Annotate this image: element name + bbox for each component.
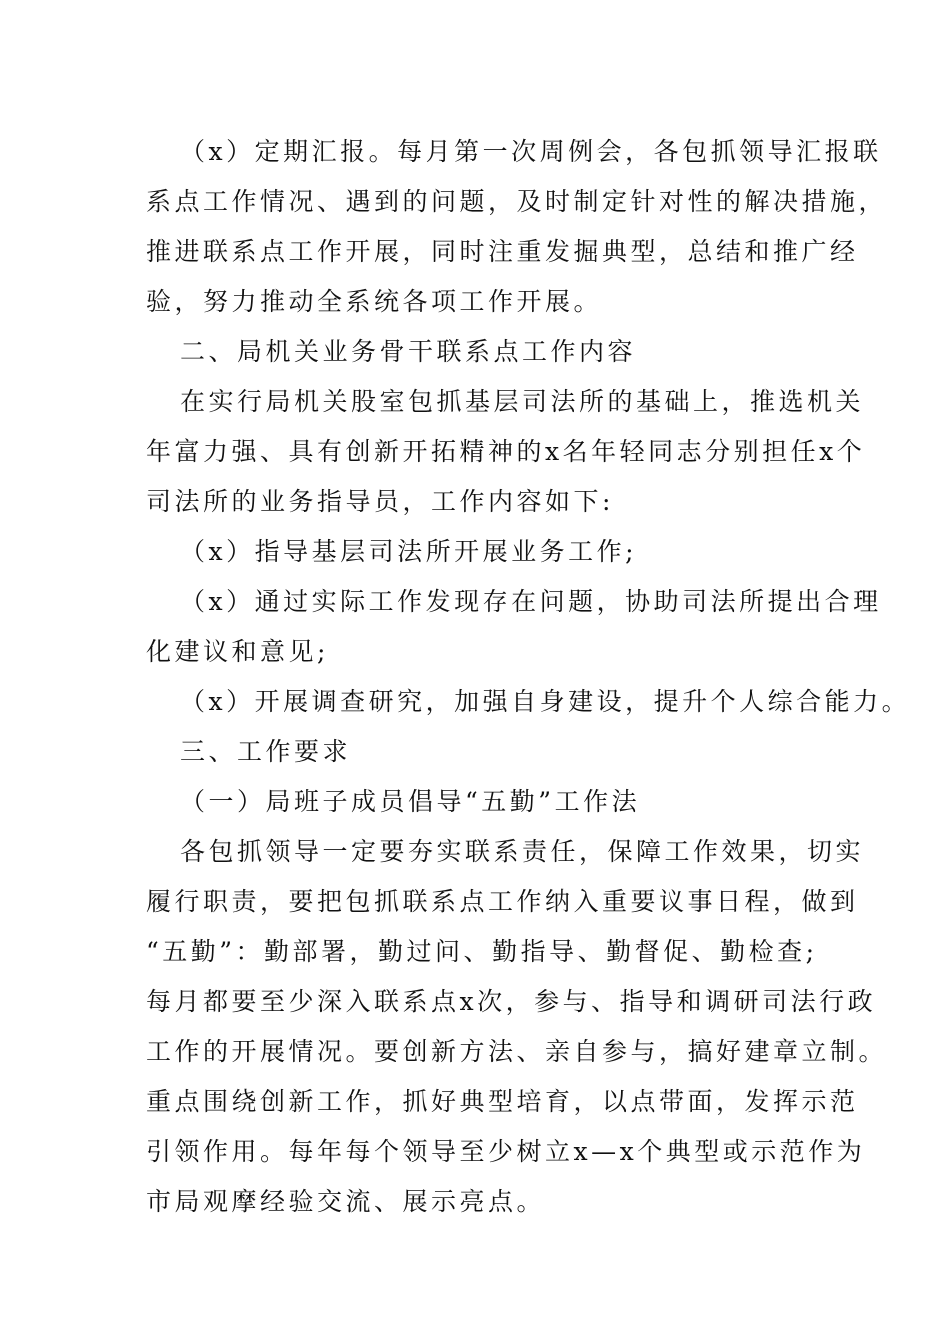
paragraph-line-2: 系点工作情况、遇到的问题，及时制定针对性的解决措施， xyxy=(146,187,888,216)
paragraph-line-22: 市局观摩经验交流、展示亮点。 xyxy=(146,1187,546,1216)
paragraph-line-7: 年富力强、具有创新开拓精神的x名年轻同志分别担任x个 xyxy=(146,437,866,466)
paragraph-line-18: 每月都要至少深入联系点x次，参与、指导和调研司法行政 xyxy=(146,987,877,1016)
section-heading-2: 二、局机关业务骨干联系点工作内容 xyxy=(180,337,637,366)
list-item-1: （x）指导基层司法所开展业务工作; xyxy=(180,537,638,566)
section-heading-3: 三、工作要求 xyxy=(180,737,352,766)
paragraph-line-21: 引领作用。每年每个领导至少树立x—x个典型或示范作为 xyxy=(146,1137,866,1166)
list-item-2: （x）通过实际工作发现存在问题，协助司法所提出合理 xyxy=(180,587,882,616)
sub-heading-1: （一）局班子成员倡导“五勤”工作法 xyxy=(180,787,641,816)
list-item-2-cont: 化建议和意见; xyxy=(146,637,329,666)
paragraph-line-19: 工作的开展情况。要创新方法、亲自参与，搞好建章立制。 xyxy=(146,1037,888,1066)
list-item-3: （x）开展调查研究，加强自身建设，提升个人综合能力。 xyxy=(180,687,911,716)
paragraph-line-16: 履行职责，要把包抓联系点工作纳入重要议事日程，做到 xyxy=(146,887,859,916)
paragraph-line-17: “五勤”：勤部署，勤过问、勤指导、勤督促、勤检查; xyxy=(146,937,818,966)
paragraph-line-15: 各包抓领导一定要夯实联系责任，保障工作效果，切实 xyxy=(180,837,865,866)
paragraph-line-4: 验，努力推动全系统各项工作开展。 xyxy=(146,287,603,316)
paragraph-line-8: 司法所的业务指导员，工作内容如下: xyxy=(146,487,614,516)
paragraph-line-20: 重点围绕创新工作，抓好典型培育，以点带面，发挥示范 xyxy=(146,1087,859,1116)
paragraph-line-1: （x）定期汇报。每月第一次周例会，各包抓领导汇报联 xyxy=(180,137,882,166)
paragraph-line-6: 在实行局机关股室包抓基层司法所的基础上，推选机关 xyxy=(180,387,865,416)
paragraph-line-3: 推进联系点工作开展，同时注重发掘典型，总结和推广经 xyxy=(146,237,859,266)
